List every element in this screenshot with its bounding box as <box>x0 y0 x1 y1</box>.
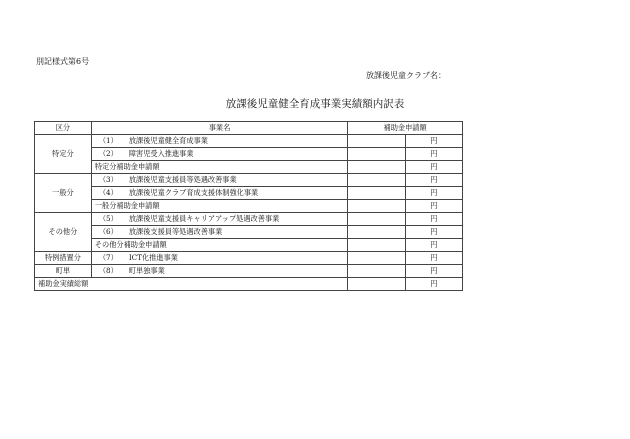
business-cell <box>91 174 347 187</box>
amount-input-cell[interactable] <box>348 174 405 187</box>
column-header-business: 事業名 <box>91 122 347 135</box>
item-number: （4） <box>98 188 118 197</box>
amount-input-cell[interactable] <box>348 265 405 278</box>
subtotal-label: 一般分補助金申請額 <box>91 200 347 213</box>
category-cell: その他分 <box>35 213 92 252</box>
business-cell <box>91 252 347 265</box>
subtotal-label: その他分補助金申請額 <box>91 239 347 252</box>
business-name: 町単独事業 <box>128 266 165 275</box>
amount-input-cell[interactable] <box>348 135 405 148</box>
form-number: 別記様式第6号 <box>36 57 90 66</box>
unit-cell: 円 <box>405 187 462 200</box>
table-row <box>35 135 463 148</box>
table-row <box>35 161 463 174</box>
amount-input-cell[interactable] <box>348 148 405 161</box>
item-number: （2） <box>98 149 118 158</box>
business-name: 障害児受入推進事業 <box>128 149 194 158</box>
business-cell <box>91 148 347 161</box>
table-row <box>35 174 463 187</box>
unit-cell: 円 <box>405 239 462 252</box>
item-number: （5） <box>98 214 118 223</box>
amount-input-cell[interactable] <box>348 187 405 200</box>
amount-input-cell[interactable] <box>348 161 405 174</box>
unit-cell: 円 <box>405 278 462 291</box>
business-name: 放課後児童支援員等処遇改善事業 <box>128 175 237 184</box>
unit-cell: 円 <box>405 213 462 226</box>
total-label: 補助金実績総額 <box>35 278 348 291</box>
item-number: （6） <box>98 227 118 236</box>
unit-cell: 円 <box>405 200 462 213</box>
table-header-row <box>35 122 463 135</box>
subtotal-label: 特定分補助金申請額 <box>91 161 347 174</box>
item-number: （3） <box>98 175 118 184</box>
unit-cell: 円 <box>405 135 462 148</box>
unit-cell: 円 <box>405 161 462 174</box>
unit-cell: 円 <box>405 174 462 187</box>
unit-cell: 円 <box>405 252 462 265</box>
table-row <box>35 265 463 278</box>
amount-input-cell[interactable] <box>348 213 405 226</box>
business-name: 放課後児童支援員キャリアアップ処遇改善事業 <box>128 214 280 223</box>
item-number: （8） <box>98 266 118 275</box>
column-header-amount: 補助金申請額 <box>348 122 463 135</box>
category-cell: 特例措置分 <box>35 252 92 265</box>
business-cell <box>91 213 347 226</box>
business-cell <box>91 187 347 200</box>
category-cell: 一般分 <box>35 174 92 213</box>
unit-cell: 円 <box>405 148 462 161</box>
item-number: （7） <box>98 253 118 262</box>
amount-input-cell[interactable] <box>348 226 405 239</box>
business-name: ICT化推進事業 <box>128 253 178 262</box>
amount-input-cell[interactable] <box>348 278 405 291</box>
table-row <box>35 252 463 265</box>
table-row <box>35 213 463 226</box>
amount-input-cell[interactable] <box>348 252 405 265</box>
category-cell: 特定分 <box>35 135 92 174</box>
page-title: 放課後児童健全育成事業実績額内訳表 <box>225 98 405 110</box>
business-cell <box>91 226 347 239</box>
business-cell <box>91 265 347 278</box>
table-row <box>35 200 463 213</box>
business-name: 放課後児童健全育成事業 <box>128 136 208 145</box>
table-row <box>35 148 463 161</box>
business-cell <box>91 135 347 148</box>
business-name: 放課後児童クラブ育成支援体制強化事業 <box>128 188 259 197</box>
column-header-category: 区分 <box>35 122 92 135</box>
table-row <box>35 239 463 252</box>
amount-input-cell[interactable] <box>348 239 405 252</box>
category-cell: 町単 <box>35 265 92 278</box>
business-name: 放課後支援員等処遇改善事業 <box>128 227 223 236</box>
table-row <box>35 278 463 291</box>
club-name-label: 放課後児童クラブ名： <box>366 71 446 80</box>
item-number: （1） <box>98 136 118 145</box>
unit-cell: 円 <box>405 265 462 278</box>
table-row <box>35 187 463 200</box>
breakdown-table <box>34 121 463 291</box>
amount-input-cell[interactable] <box>348 200 405 213</box>
table-row <box>35 226 463 239</box>
unit-cell: 円 <box>405 226 462 239</box>
